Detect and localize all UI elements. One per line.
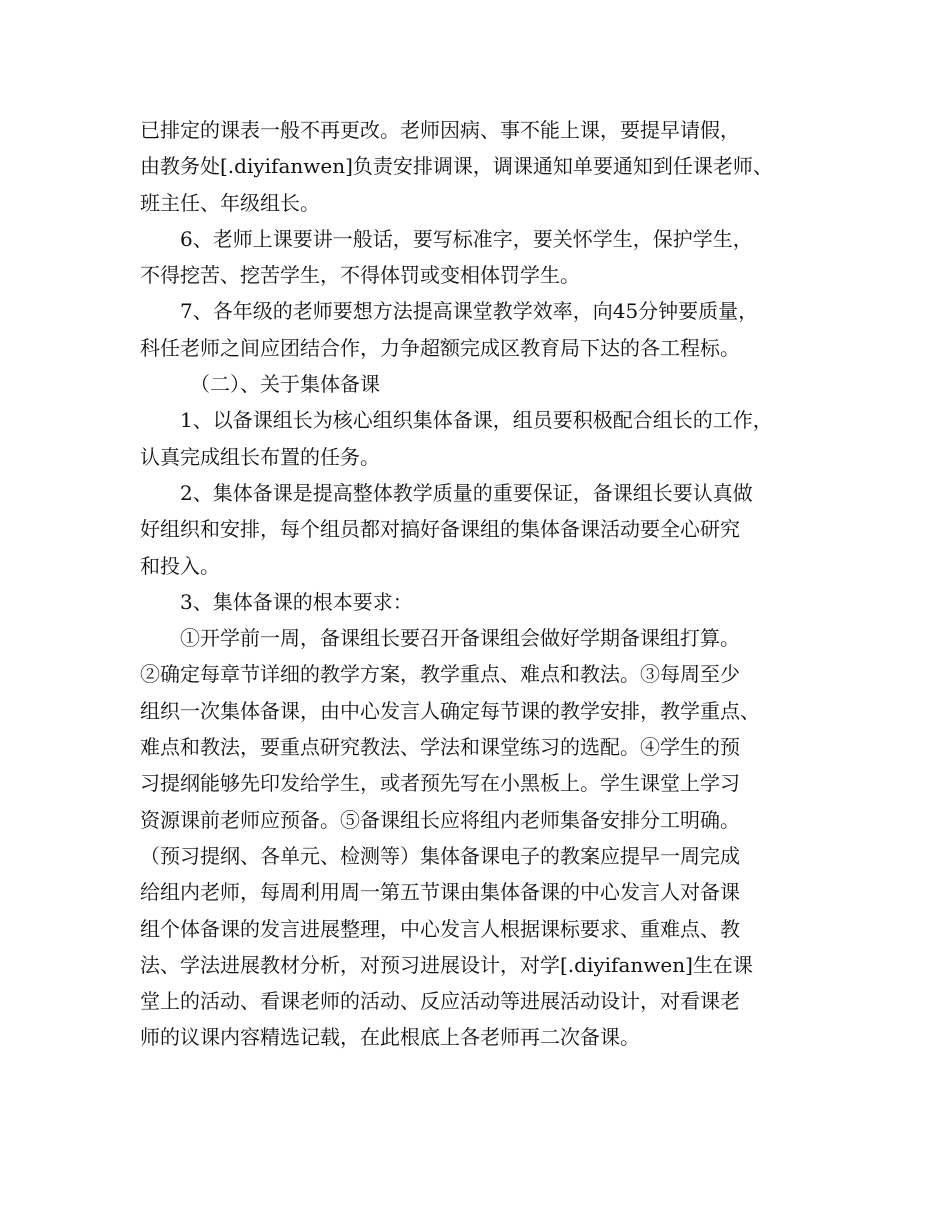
text-line: 科任老师之间应团结合作，力争超额完成区教育局下达的各工程标。	[140, 335, 740, 360]
text-line: 资源课前老师应预备。⑤备课组长应将组内老师集备安排分工明确。	[140, 807, 740, 832]
text-line: 法、学法进展教材分析，对预习进展设计，对学[.diyifanwen]生在课	[140, 952, 753, 977]
text-line: 班主任、年级组长。	[140, 190, 320, 215]
text-line: 已排定的课表一般不再更改。老师因病、事不能上课，要提早请假，	[140, 118, 740, 142]
document-body	[140, 112, 830, 1056]
text-line: 认真完成组长布置的任务。	[140, 444, 380, 469]
paragraph-1-start: 1、以备课组长为核心组织集体备课，组员要积极配合组长的工作，	[180, 408, 773, 433]
paragraph-2-start: 2、集体备课是提高整体教学质量的重要保证，备课组长要认真做	[180, 480, 753, 505]
text-line: 和投入。	[140, 553, 220, 578]
text-line: 难点和教法，要重点研究教法、学法和课堂练习的选配。④学生的预	[140, 735, 740, 760]
text-line: 堂上的活动、看课老师的活动、反应活动等进展活动设计，对看课老	[140, 989, 740, 1014]
text-line: 师的议课内容精选记载，在此根底上各老师再二次备课。	[140, 1025, 640, 1050]
paragraph-6-start: 6、老师上课要讲一般话，要写标准字，要关怀学生，保护学生，	[180, 226, 753, 251]
text-line: 组个体备课的发言进展整理，中心发言人根据课标要求、重难点、教	[140, 916, 740, 941]
paragraph-3-start: 3、集体备课的根本要求：	[180, 589, 413, 614]
section-heading: （二）、关于集体备课	[190, 372, 380, 397]
text-line: 给组内老师，每周利用周一第五节课由集体备课的中心发言人对备课	[140, 880, 740, 905]
paragraph-7-start: 7、各年级的老师要想方法提高课堂教学效率，向45分钟要质量，	[180, 299, 759, 324]
text-line: 组织一次集体备课，由中心发言人确定每节课的教学安排，教学重点、	[140, 698, 760, 723]
requirements-start: ①开学前一周，备课组长要召开备课组会做好学期备课组打算。	[180, 626, 740, 651]
text-line: ②确定每章节详细的教学方案，教学重点、难点和教法。③每周至少	[140, 662, 740, 687]
text-line: （预习提纲、各单元、检测等）集体备课电子的教案应提早一周完成	[140, 843, 740, 868]
text-line: 好组织和安排，每个组员都对搞好备课组的集体备课活动要全心研究	[140, 517, 740, 542]
text-line: 由教务处[.diyifanwen]负责安排调课，调课通知单要通知到任课老师、	[140, 154, 773, 179]
text-line: 不得挖苦、挖苦学生，不得体罚或变相体罚学生。	[140, 263, 580, 288]
text-line: 习提纲能够先印发给学生，或者预先写在小黑板上。学生课堂上学习	[140, 771, 740, 796]
